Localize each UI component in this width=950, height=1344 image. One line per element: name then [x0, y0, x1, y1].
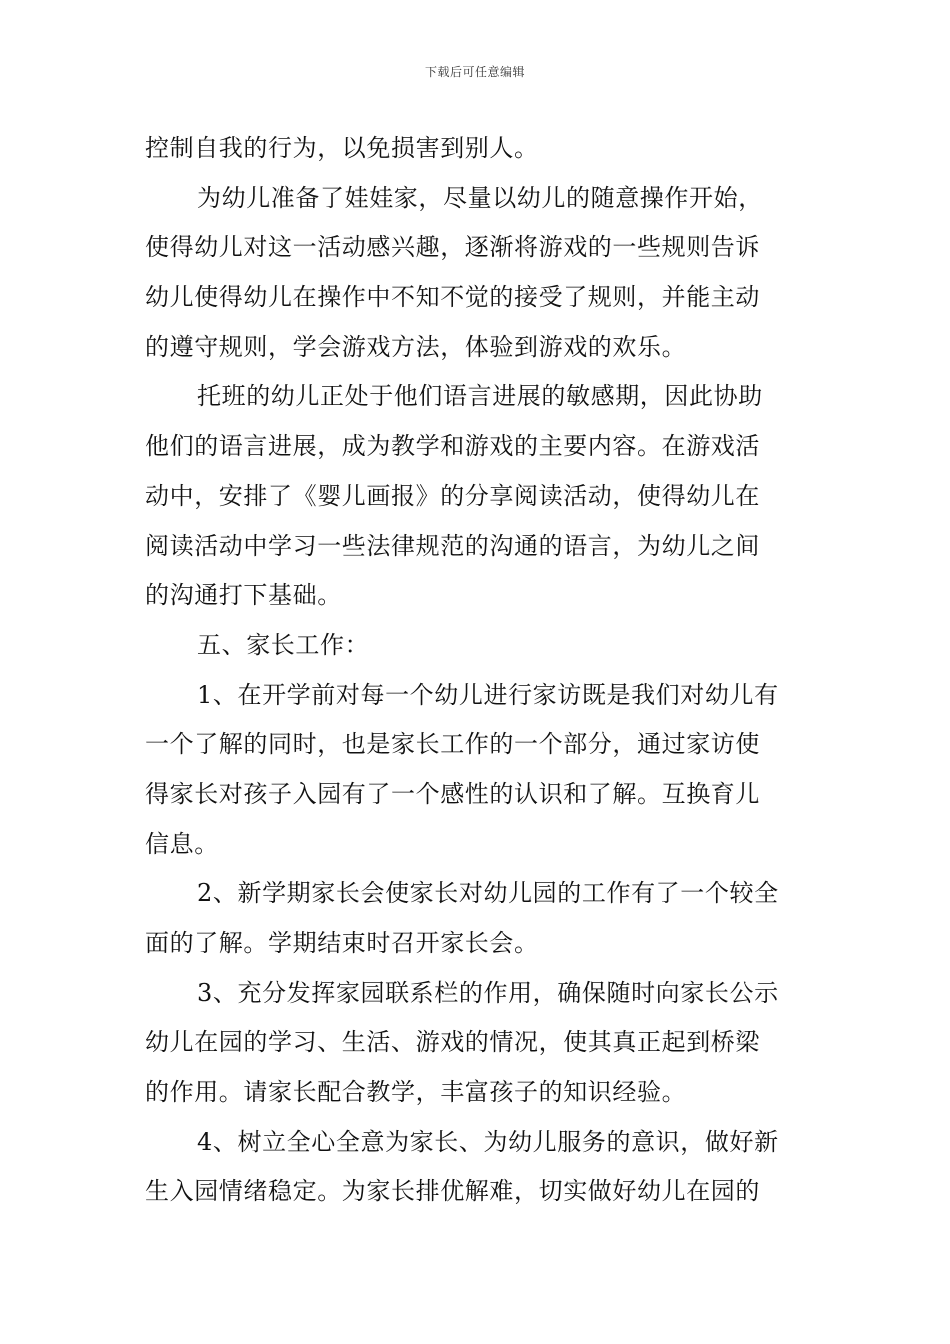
- text-line: 2、新学期家长会使家长对幼儿园的工作有了一个较全: [197, 879, 779, 908]
- text-line: 动中，安排了《婴儿画报》的分享阅读活动，使得幼儿在: [145, 481, 760, 510]
- text-line: 面的了解。学期结束时召开家长会。: [145, 929, 539, 957]
- text-line: 生入园情绪稳定。为家长排优解难，切实做好幼儿在园的: [145, 1177, 760, 1206]
- text-line: 的遵守规则，学会游戏方法，体验到游戏的欢乐。: [145, 332, 687, 361]
- text-line: 1、在开学前对每一个幼儿进行家访既是我们对幼儿有: [197, 680, 779, 709]
- text-line: 为幼儿准备了娃娃家，尽量以幼儿的随意操作开始，: [197, 183, 763, 212]
- text-line: 的沟通打下基础。: [145, 581, 342, 610]
- text-line: 4、树立全心全意为家长、为幼儿服务的意识，做好新: [197, 1127, 779, 1156]
- section-heading: 五、家长工作：: [197, 630, 370, 659]
- page-header: 下载后可任意编辑: [424, 65, 525, 79]
- text-line: 使得幼儿对这一活动感兴趣，逐渐将游戏的一些规则告诉: [145, 233, 760, 262]
- text-line: 托班的幼儿正处于他们语言进展的敏感期，因此协助: [197, 382, 763, 411]
- text-line: 幼儿使得幼儿在操作中不知不觉的接受了规则，并能主动: [145, 283, 760, 312]
- text-line: 阅读活动中学习一些法律规范的沟通的语言，为幼儿之间: [145, 531, 760, 560]
- text-line: 信息。: [145, 829, 219, 858]
- body-text: [145, 124, 807, 1217]
- text-line: 他们的语言进展，成为教学和游戏的主要内容。在游戏活: [145, 432, 760, 461]
- text-line: 一个了解的同时，也是家长工作的一个部分，通过家访使: [145, 730, 760, 759]
- text-line: 3、充分发挥家园联系栏的作用，确保随时向家长公示: [197, 978, 779, 1007]
- text-line: 幼儿在园的学习、生活、游戏的情况，使其真正起到桥梁: [145, 1028, 760, 1057]
- text-line: 控制自我的行为，以免损害到别人。: [145, 134, 539, 162]
- text-line: 的作用。请家长配合教学，丰富孩子的知识经验。: [145, 1078, 687, 1107]
- text-line: 得家长对孩子入园有了一个感性的认识和了解。互换育儿: [145, 779, 760, 808]
